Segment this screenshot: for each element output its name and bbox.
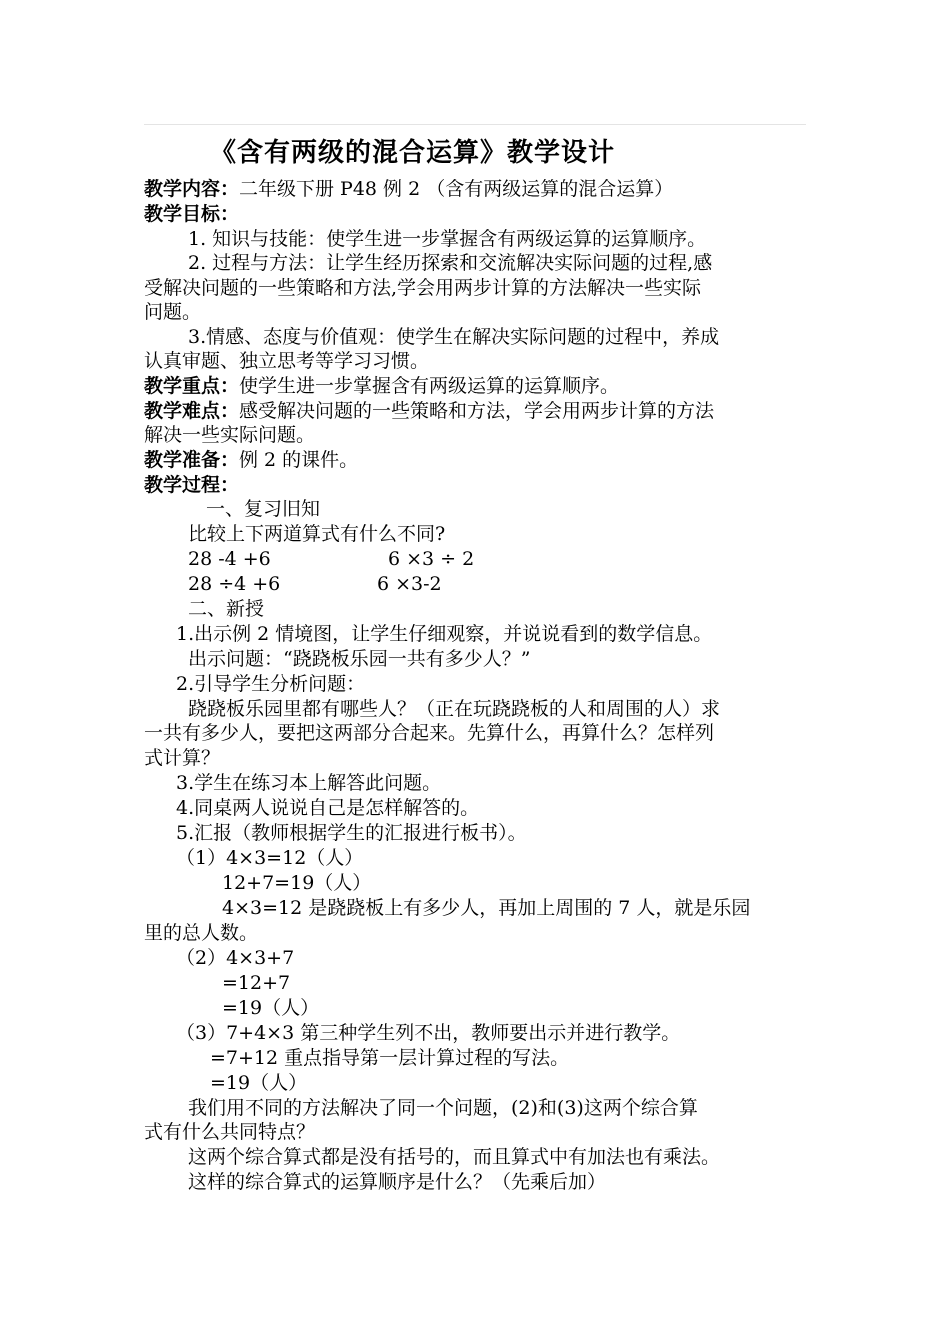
goal-3-line-2: 认真审题、独立思考等学习习惯。	[144, 350, 430, 372]
difficulty-line-1	[144, 399, 714, 423]
method-2: （2）4×3+7	[176, 947, 295, 969]
content-line	[144, 177, 673, 201]
content-label: 教学内容：	[144, 178, 240, 200]
section-new: 二、新授	[188, 598, 265, 620]
method-1: （1）4×3=12（人）	[176, 847, 364, 869]
key-point-label: 教学重点：	[144, 375, 240, 397]
method-1-explanation: 4×3=12 是跷跷板上有多少人，再加上周围的 7 人，就是乐园	[222, 897, 751, 919]
method-3-step-2: =7+12 重点指导第一层计算过程的写法。	[210, 1047, 570, 1069]
conclusion-line-3: 这两个综合算式都是没有括号的，而且算式中有加法也有乘法。	[188, 1146, 721, 1168]
goal-2-line-3: 问题。	[144, 301, 202, 323]
method-1-step-2: 12+7=19（人）	[222, 872, 372, 894]
compare-question: 比较上下两道算式有什么不同?	[188, 523, 446, 545]
step-5: 5.汇报（教师根据学生的汇报进行板书）。	[176, 822, 527, 844]
analysis-line-1: 跷跷板乐园里都有哪些人？（正在玩跷跷板的人和周围的人）求	[188, 698, 721, 720]
expression-1a: 28 -4 +6	[188, 548, 271, 570]
section-review: 一、复习旧知	[206, 498, 321, 520]
prep-text: 例 2 的课件。	[239, 449, 359, 471]
prep-line	[144, 448, 358, 472]
key-point-line	[144, 374, 619, 398]
step-4: 4.同桌两人说说自己是怎样解答的。	[176, 797, 480, 819]
document-title: 《含有两级的混合运算》教学设计	[210, 138, 616, 168]
problem-question: 出示问题：“跷跷板乐园一共有多少人？”	[188, 648, 531, 670]
difficulty-label: 教学难点：	[144, 400, 240, 422]
conclusion-line-1: 我们用不同的方法解决了同一个问题，(2)和(3)这两个综合算	[188, 1097, 698, 1119]
conclusion-line-4: 这样的综合算式的运算顺序是什么？（先乘后加）	[188, 1171, 607, 1193]
expression-2b: 6 ×3-2	[377, 573, 442, 595]
analysis-line-3: 式计算？	[144, 747, 221, 769]
method-2-step-3: =19（人）	[222, 997, 320, 1019]
method-1-explanation-2: 里的总人数。	[144, 922, 259, 944]
conclusion-line-2: 式有什么共同特点？	[144, 1121, 316, 1143]
goals-label: 教学目标：	[144, 203, 240, 225]
goal-1: 1. 知识与技能：使学生进一步掌握含有两级运算的运算顺序。	[188, 228, 707, 250]
difficulty-line-2: 解决一些实际问题。	[144, 424, 316, 446]
method-3: （3）7+4×3 第三种学生列不出，教师要出示并进行教学。	[176, 1022, 681, 1044]
content-text: 二年级下册 P48 例 2 （含有两级运算的混合运算）	[239, 178, 674, 200]
header-rule	[144, 124, 806, 125]
difficulty-text: 感受解决问题的一些策略和方法，学会用两步计算的方法	[239, 400, 715, 422]
goal-3-line-1: 3.情感、态度与价值观：使学生在解决实际问题的过程中，养成	[188, 326, 720, 348]
step-1: 1.出示例 2 情境图，让学生仔细观察，并说说看到的数学信息。	[176, 623, 713, 645]
expression-1b: 6 ×3 ÷ 2	[388, 548, 475, 570]
analysis-line-2: 一共有多少人，要把这两部分合起来。先算什么，再算什么？怎样列	[144, 722, 715, 744]
method-2-step-2: =12+7	[222, 972, 291, 994]
method-3-step-3: =19（人）	[210, 1072, 308, 1094]
goal-2-line-2: 受解决问题的一些策略和方法,学会用两步计算的方法解决一些实际	[144, 277, 702, 299]
prep-label: 教学准备：	[144, 449, 240, 471]
process-label: 教学过程：	[144, 474, 240, 496]
goal-2-line-1: 2. 过程与方法：让学生经历探索和交流解决实际问题的过程,感	[188, 252, 713, 274]
expression-2a: 28 ÷4 +6	[188, 573, 281, 595]
step-3: 3.学生在练习本上解答此问题。	[176, 772, 442, 794]
key-point-text: 使学生进一步掌握含有两级运算的运算顺序。	[239, 375, 620, 397]
step-2: 2.引导学生分析问题：	[176, 673, 366, 695]
